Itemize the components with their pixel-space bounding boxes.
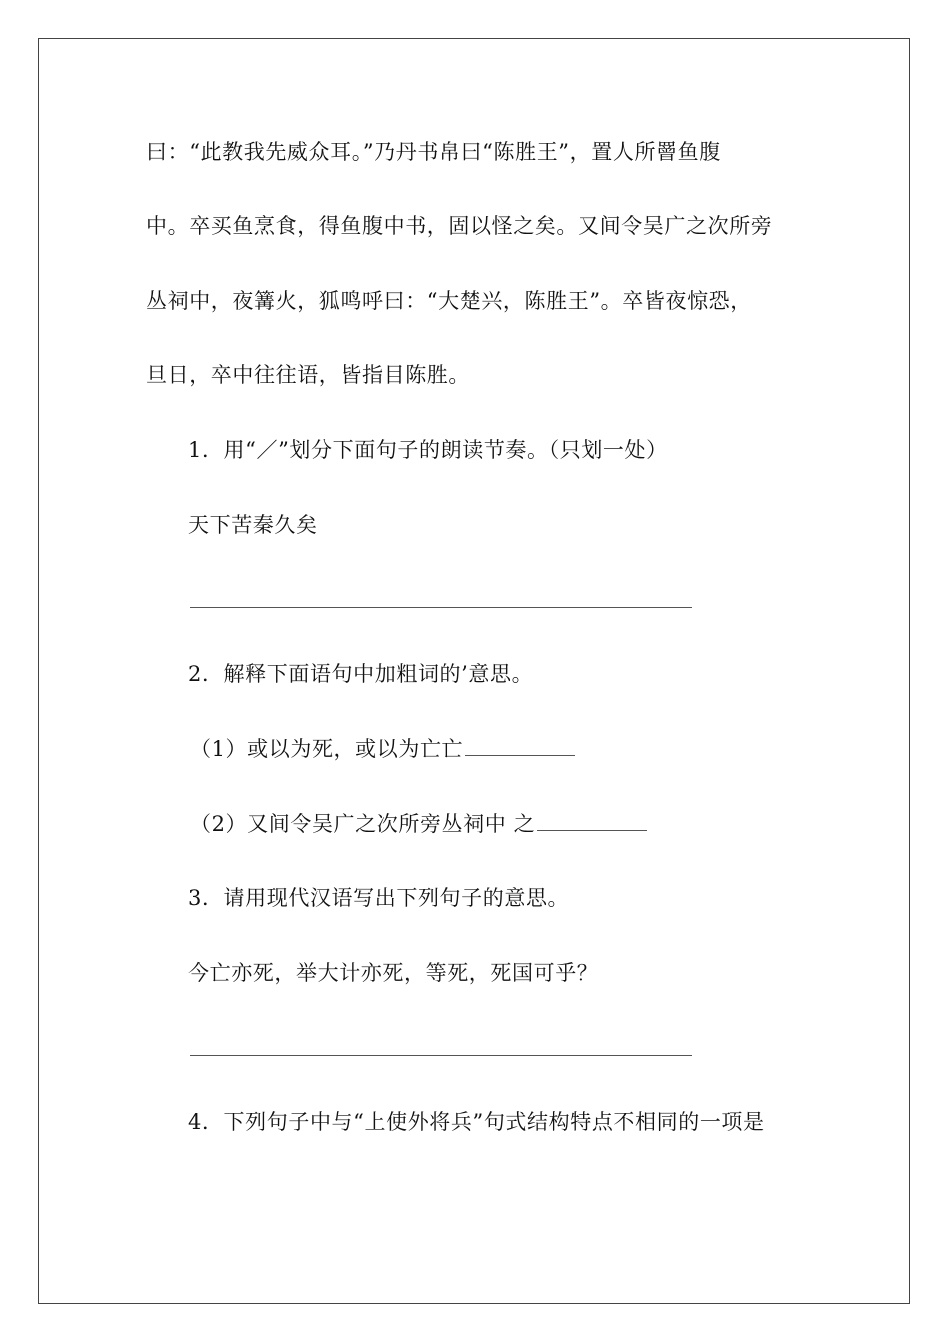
question-2-item-2-blank[interactable]	[537, 812, 647, 831]
question-1-sentence: 天下苦秦久矣	[188, 513, 318, 537]
question-3-prompt: 3．请用现代汉语写出下列句子的意思。	[188, 886, 570, 910]
question-2-item-2	[190, 810, 647, 838]
question-3-answer-line[interactable]	[190, 1055, 692, 1056]
question-4-prompt: 4．下列句子中与“上使外将兵”句式结构特点不相同的一项是	[188, 1110, 765, 1134]
question-2-item-1-blank[interactable]	[465, 737, 575, 756]
question-1-answer-line[interactable]	[190, 607, 692, 608]
question-3-sentence: 今亡亦死，举大计亦死，等死，死国可乎？	[188, 961, 599, 985]
question-2-item-1	[190, 735, 575, 763]
question-2-item-2-text: （2）又间令吴广之次所旁丛祠中 之	[190, 812, 536, 836]
passage-line-3: 丛祠中，夜篝火，狐鸣呼曰：“大楚兴，陈胜王”。卒皆夜惊恐，	[146, 289, 752, 313]
passage-line-1: 曰：“此教我先威众耳。”乃丹书帛曰“陈胜王”，置人所罾鱼腹	[146, 140, 721, 164]
question-2-item-1-text: （1）或以为死，或以为亡亡	[190, 737, 464, 761]
passage-line-2: 中。卒买鱼烹食，得鱼腹中书，固以怪之矣。又间令吴广之次所旁	[146, 214, 773, 238]
question-2-prompt: 2．解释下面语句中加粗词的’意思。	[188, 662, 534, 686]
question-1-prompt: 1．用“／”划分下面句子的朗读节奏。（只划一处）	[188, 438, 668, 462]
passage-line-4: 旦日，卒中往往语，皆指目陈胜。	[146, 363, 470, 387]
